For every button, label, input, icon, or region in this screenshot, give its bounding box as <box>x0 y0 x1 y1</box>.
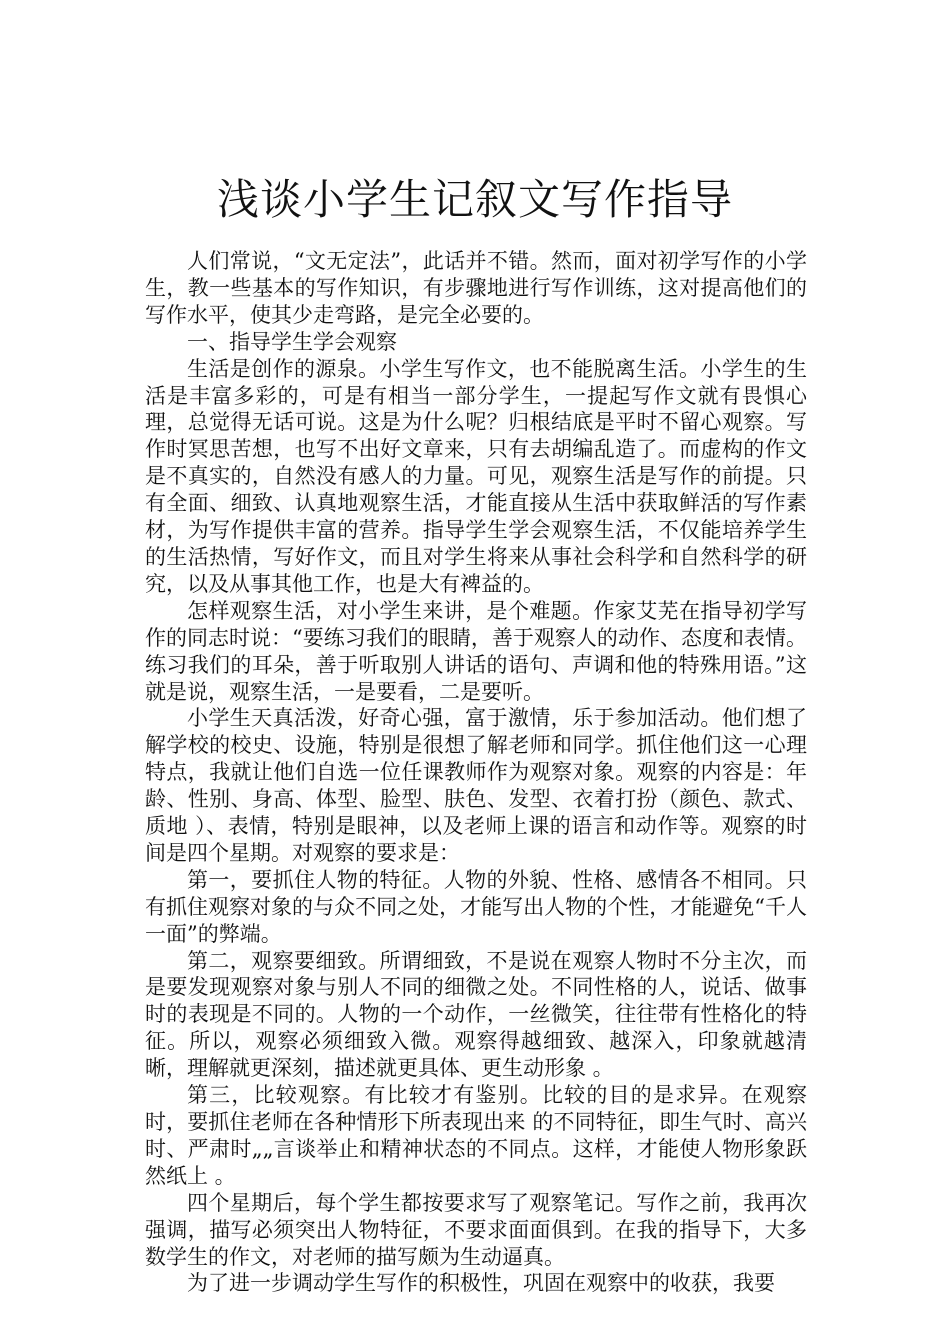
paragraph-continuation: 为了进一步调动学生写作的积极性，巩固在观察中的收获，我要 <box>187 1271 775 1296</box>
section-heading-observation: 一、指导学生学会观察 <box>187 329 397 354</box>
paragraph-requirement-3: 第三，比较观察。有比较才有鉴别。比较的目的是求异。在观察时，要抓住老师在各种情形下所表现出来 的不同特征，即生气时、高兴时、严肃时„„言谈举止和精神状态的不同点。这样，才能使人物形象跃然纸上 。 <box>145 1083 807 1188</box>
document-title: 浅谈小学生记叙文写作指导 <box>216 175 733 224</box>
paragraph-intro: 人们常说，“文无定法”，此话并不错。然而，面对初学写作的小学生，教一些基本的写作知识，有步骤地进行写作训练，这对提高他们的写作水平，使其少走弯路，是完全必要的。 <box>145 249 807 327</box>
paragraph-requirement-2: 第二，观察要细致。所谓细致，不是说在观察人物时不分主次，而是要发现观察对象与别人不同的细微之处。不同性格的人，说话、做事时的表现是不同的。人物的一个动作，一丝微笑，往往带有性格化的特征。所以，观察必须细致入微。观察得越细致、越深入，印象就越清晰，理解就更深刻，描述就更具体、更生动形象 。 <box>145 948 807 1081</box>
paragraph-observation-notes: 四个星期后，每个学生都按要求写了观察笔记。写作之前，我再次强调，描写必须突出人物特征，不要求面面俱到。在我的指导下，大多数学生的作文，对老师的描写颇为生动逼真。 <box>145 1190 807 1269</box>
paragraph-observation-task: 小学生天真活泼，好奇心强，富于激情，乐于参加活动。他们想了解学校的校史、设施，特别是很想了解老师和同学。抓住他们这一心理特点，我就让他们自选一位任课教师作为观察对象。观察的内容是：年龄、性别、身高、体型、脸型、肤色、发型、衣着打扮（颜色、款式、质地 ）、表情，特别是眼神，以及老师上课的语言和动作等。观察的时间是四个星期。对观察的要求是： <box>145 706 807 865</box>
document-body <box>145 248 807 1297</box>
paragraph-requirement-1: 第一，要抓住人物的特征。人物的外貌、性格、感情各不相同。只有抓住观察对象的与众不同之处，才能写出人物的个性，才能避免“千人一面”的弊端。 <box>145 867 807 946</box>
paragraph-how-to-observe: 怎样观察生活，对小学生来讲，是个难题。作家艾芜在指导初学写作的同志时说：“要练习我们的眼睛，善于观察人的动作、态度和表情。练习我们的耳朵，善于听取别人讲话的语句、声调和他的特殊用语。”这就是说，观察生活，一是要看，二是要听。 <box>145 598 807 704</box>
paragraph-life-source: 生活是创作的源泉。小学生写作文，也不能脱离生活。小学生的生活是丰富多彩的，可是有相当一部分学生，一提起写作文就有畏惧心理，总觉得无话可说。这是为什么呢？归根结底是平时不留心观察。写作时冥思苦想，也写不出好文章来，只有去胡编乱造了。而虚构的作文是不真实的，自然没有感人的力量。可见，观察生活是写作的前提。只有全面、细致、认真地观察生活，才能直接从生活中获取鲜活的写作素材，为写作提供丰富的营养。指导学生学会观察生活，不仅能培养学生的生活热情，写好作文，而且对学生将来从事社会科学和自然科学的研究，以及从事其他工作，也是大有裨益的。 <box>145 356 807 596</box>
